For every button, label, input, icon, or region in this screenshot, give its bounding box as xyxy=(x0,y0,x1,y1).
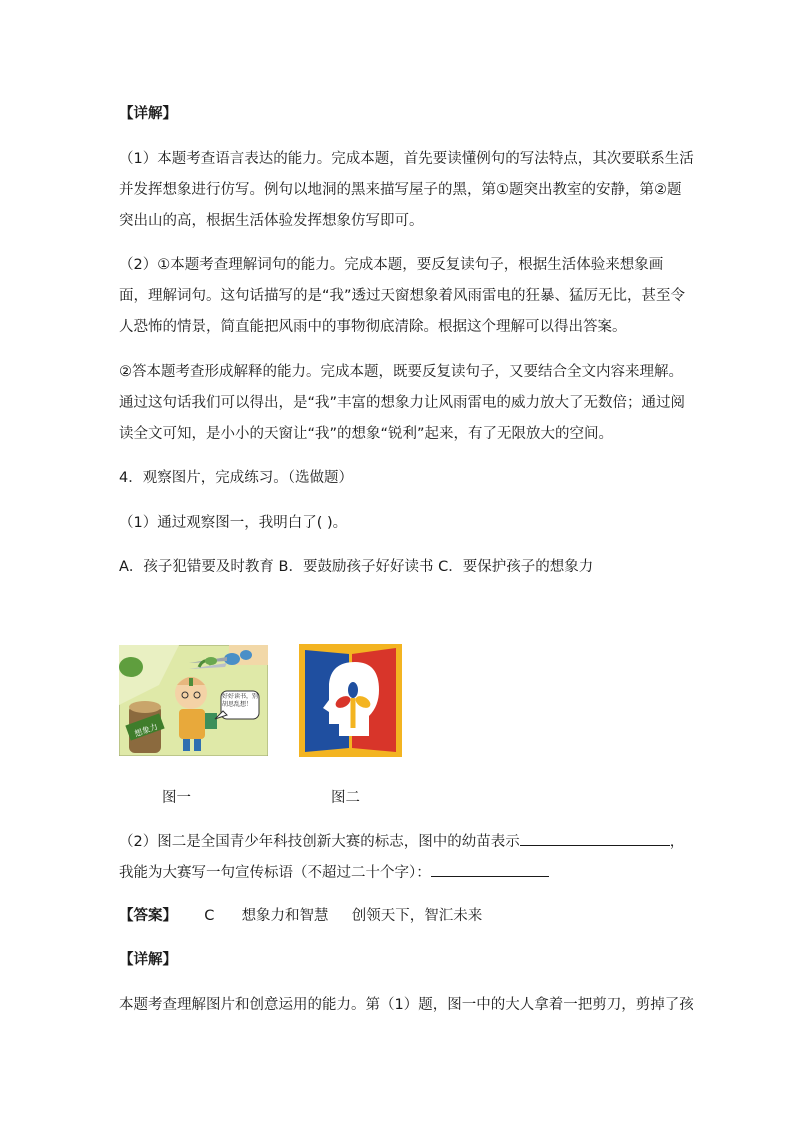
para2-line2: 面，理解词句。这句话描写的是“我”透过天窗想象着风雨雷电的狂暴、猛厉无比，甚至令 xyxy=(119,288,686,304)
para2-line3: 人恐怖的情景，简直能把风雨中的事物彻底清除。根据这个理解可以得出答案。 xyxy=(119,319,627,335)
para1-line2: 并发挥想象进行仿写。例句以地洞的黑来描写屋子的黑，第①题突出教室的安静，第②题 xyxy=(119,182,682,198)
figure-two-caption: 图二 xyxy=(331,790,360,806)
answer-blank-1 xyxy=(520,831,670,846)
para3-line2: 通过这句话我们可以得出，是“我”丰富的想象力让风雨雷电的威力放大了无数倍；通过阅 xyxy=(119,395,686,411)
sub2-comma: ， xyxy=(669,834,685,850)
answer-slogan: 创领天下，智汇未来 xyxy=(351,908,483,924)
slogan-prompt: 我能为大赛写一句宣传标语（不超过二十个字）： xyxy=(119,865,431,881)
question4-title: 4．观察图片，完成练习。（选做题） xyxy=(119,470,353,486)
figure-one-cartoon xyxy=(119,645,268,756)
question4-sub2-line1 xyxy=(119,831,684,852)
answer-label: 【答案】 xyxy=(119,908,177,924)
figure-two-logo xyxy=(299,644,402,757)
speech-bubble-text: 好好读书，别胡思乱想！ xyxy=(222,693,258,708)
para3-line3: 读全文可知，是小小的天窗让“我”的想象“锐利”起来，有了无限放大的空间。 xyxy=(119,426,614,442)
answer-blank-2 xyxy=(431,862,549,877)
para1-line1: （1）本题考查语言表达的能力。完成本题，首先要读懂例句的写法特点，其次要联系生活 xyxy=(119,151,694,167)
stump-label: 想象力 xyxy=(133,721,160,739)
detail-heading: 【详解】 xyxy=(119,106,177,122)
para3-line1: ②答本题考查形成解释的能力。完成本题，既要反复读句子，又要结合全文内容来理解。 xyxy=(119,364,683,380)
contest-logo-image xyxy=(299,644,402,757)
para2-line1: （2）①本题考查理解词句的能力。完成本题，要反复读句子，根据生活体验来想象画 xyxy=(119,257,664,273)
answer-choice: C xyxy=(204,908,215,924)
para1-line3: 突出山的高，根据生活体验发挥想象仿写即可。 xyxy=(119,213,424,229)
question4-sub2-line2 xyxy=(119,862,549,883)
question4-options: A．孩子犯错要及时教育 B．要鼓励孩子好好读书 C．要保护孩子的想象力 xyxy=(119,559,594,575)
question4-sub1: （1）通过观察图一，我明白了( )。 xyxy=(119,515,348,531)
figure-one-caption: 图一 xyxy=(162,790,191,806)
sub2-text: （2）图二是全国青少年科技创新大赛的标志，图中的幼苗表示 xyxy=(119,834,520,850)
cartoon-illustration xyxy=(119,645,268,756)
answer-seedling-meaning: 想象力和智慧 xyxy=(241,908,329,924)
answer-line xyxy=(119,906,482,926)
detail2-heading: 【详解】 xyxy=(119,952,177,968)
detail2-line1: 本题考查理解图片和创意运用的能力。第（1）题，图一中的大人拿着一把剪刀，剪掉了孩 xyxy=(119,997,694,1013)
